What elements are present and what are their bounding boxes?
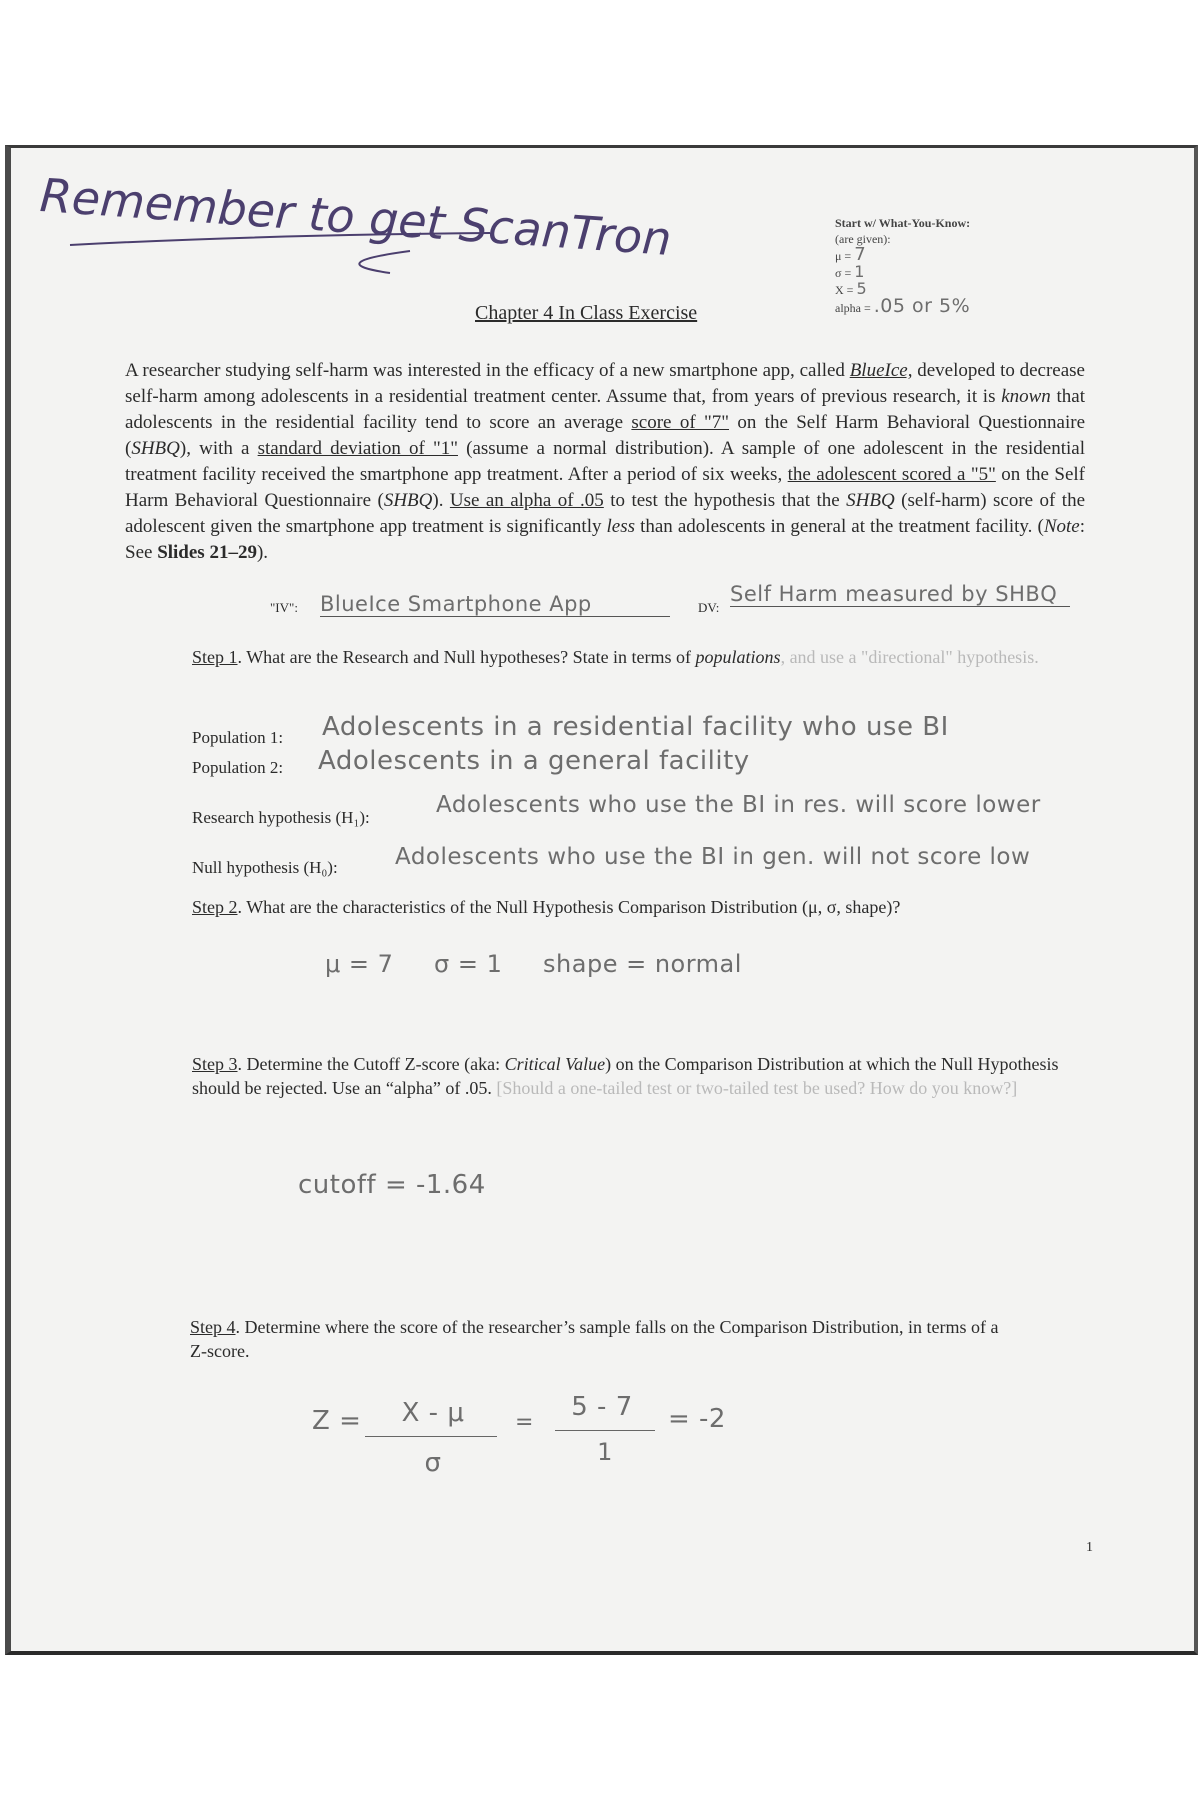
intro-app-name: BlueIce, — [849, 360, 913, 381]
start-box — [835, 215, 1035, 316]
population1-label: Population 1: — [192, 728, 284, 747]
step1-text: . What are the Research and Null hypotheses? State in terms of — [237, 647, 696, 667]
alpha-label: alpha = — [835, 301, 871, 315]
population1-answer: Adolescents in a residential facility who use BI — [322, 712, 949, 742]
step2-label: Step 2 — [192, 897, 238, 917]
formula-numerator: X - μ — [401, 1398, 465, 1428]
iv-value: BlueIce Smartphone App — [320, 592, 670, 617]
intro-text-10: (self-harm) score of the adolescent given the smartphone app treatment is significantly — [125, 490, 1086, 537]
reminder-handwriting: Remember to get ScanTron — [38, 168, 674, 267]
step1-label: Step 1 — [192, 647, 238, 667]
intro-text-7: on the Self Harm Behavioral Questionnaire ( — [125, 464, 1085, 511]
step3-critical-value: Critical Value — [504, 1054, 606, 1074]
step4-text: . Determine where the score of the researcher’s sample falls on the Comparison Distribution, in terms of a Z-score. — [190, 1317, 999, 1361]
step4-question — [190, 1315, 1010, 1363]
intro-text-12: : See — [125, 516, 1085, 563]
intro-text-13: ). — [256, 542, 269, 563]
step1-question — [192, 645, 1082, 669]
intro-note: Note — [1043, 516, 1080, 537]
alpha-value: .05 or 5% — [873, 295, 971, 317]
intro-paragraph — [125, 358, 1085, 566]
intro-slides: Slides 21–29 — [157, 542, 257, 563]
intro-text-1: A researcher studying self-harm was interested in the efficacy of a new smartphone app, called — [125, 360, 850, 381]
formula-bar-1 — [365, 1436, 497, 1437]
intro-scored5: the adolescent scored a "5" — [787, 464, 996, 485]
step3-label: Step 3 — [192, 1054, 238, 1074]
formula-numerator-2: 5 - 7 — [571, 1392, 633, 1422]
iv-label: "IV": — [270, 600, 298, 615]
intro-alpha05: Use an alpha of .05 — [449, 490, 604, 511]
population2-answer: Adolescents in a general facility — [318, 746, 750, 776]
step2-question — [192, 895, 1052, 919]
dv-label: DV: — [698, 600, 720, 615]
step3-faded-text: [Should a one-tailed test or two-tailed test be used? How do you know?] — [496, 1078, 1018, 1098]
mu-label: μ = — [835, 249, 852, 263]
start-subtitle: (are given): — [835, 232, 891, 246]
intro-shbq-2: SHBQ — [383, 490, 433, 511]
mu-row — [835, 244, 1035, 265]
page-title: Chapter 4 In Class Exercise — [475, 302, 698, 324]
x-value: 5 — [856, 279, 868, 298]
intro-less: less — [606, 516, 636, 537]
page-number: 1 — [1086, 1540, 1093, 1555]
step3-text-2: ) on the Comparison Distribution at which the Null Hypothesis should be rejected. Use an “alpha” of .05. — [192, 1054, 1059, 1098]
formula-result: = -2 — [668, 1404, 726, 1434]
h0-label: Null hypothesis (H₀): — [192, 858, 338, 877]
dv-value: Self Harm measured by SHBQ — [730, 582, 1070, 607]
sigma-value: 1 — [854, 262, 865, 281]
start-title: Start w/ What-You-Know: — [835, 216, 971, 230]
intro-text-8: ). — [432, 490, 450, 511]
intro-text-5: ), with a — [179, 438, 258, 459]
step2-text: . What are the characteristics of the Null Hypothesis Comparison Distribution (μ, σ, shape)? — [237, 897, 901, 917]
intro-text-9: to test the hypothesis that the — [603, 490, 847, 511]
population2-label: Population 2: — [192, 758, 284, 777]
intro-sd: standard deviation of "1" — [257, 438, 458, 459]
alpha-row — [835, 295, 1035, 317]
intro-text-2: developed to decrease self-harm among adolescents in a residential treatment center. Assume that, from years of previous research, it is — [125, 360, 1085, 407]
intro-text-4: on the Self Harm Behavioral Questionnaire ( — [125, 412, 1085, 459]
formula-lhs: Z = — [312, 1406, 362, 1436]
step3-text: . Determine the Cutoff Z-score (aka: — [237, 1054, 505, 1074]
step1-faded-text: , and use a "directional" hypothesis. — [780, 647, 1039, 667]
formula-equals: = — [515, 1410, 534, 1435]
h0-answer: Adolescents who use the BI in gen. will not score low — [395, 844, 1031, 870]
h1-answer: Adolescents who use the BI in res. will score lower — [436, 792, 1041, 818]
h1-label: Research hypothesis (H₁): — [192, 808, 370, 827]
reminder-underline — [60, 215, 620, 285]
formula-bar-2 — [555, 1430, 655, 1431]
formula-denominator-2: 1 — [597, 1438, 613, 1466]
intro-text-11: than adolescents in general at the treatment facility. ( — [635, 516, 1044, 537]
intro-text-3: that adolescents in the residential facility tend to score an average — [125, 386, 1085, 433]
x-label: X = — [835, 283, 854, 297]
step2-answer: μ = 7 σ = 1 shape = normal — [325, 950, 742, 978]
formula-denominator: σ — [424, 1448, 442, 1478]
mu-value: 7 — [854, 244, 867, 265]
step3-question — [192, 1052, 1084, 1100]
step3-answer: cutoff = -1.64 — [298, 1170, 486, 1200]
intro-shbq-1: SHBQ — [131, 438, 180, 459]
intro-known: known — [1001, 386, 1051, 407]
intro-shbq-3: SHBQ — [846, 490, 895, 511]
intro-score7: score of "7" — [631, 412, 729, 433]
sigma-label: σ = — [835, 266, 852, 280]
step1-populations: populations — [695, 647, 781, 667]
step4-label: Step 4 — [190, 1317, 236, 1337]
intro-text-6: (assume a normal distribution). A sample of one adolescent in the residential treatment facility received the smartphone app treatment. After a period of six weeks, — [125, 438, 1085, 485]
